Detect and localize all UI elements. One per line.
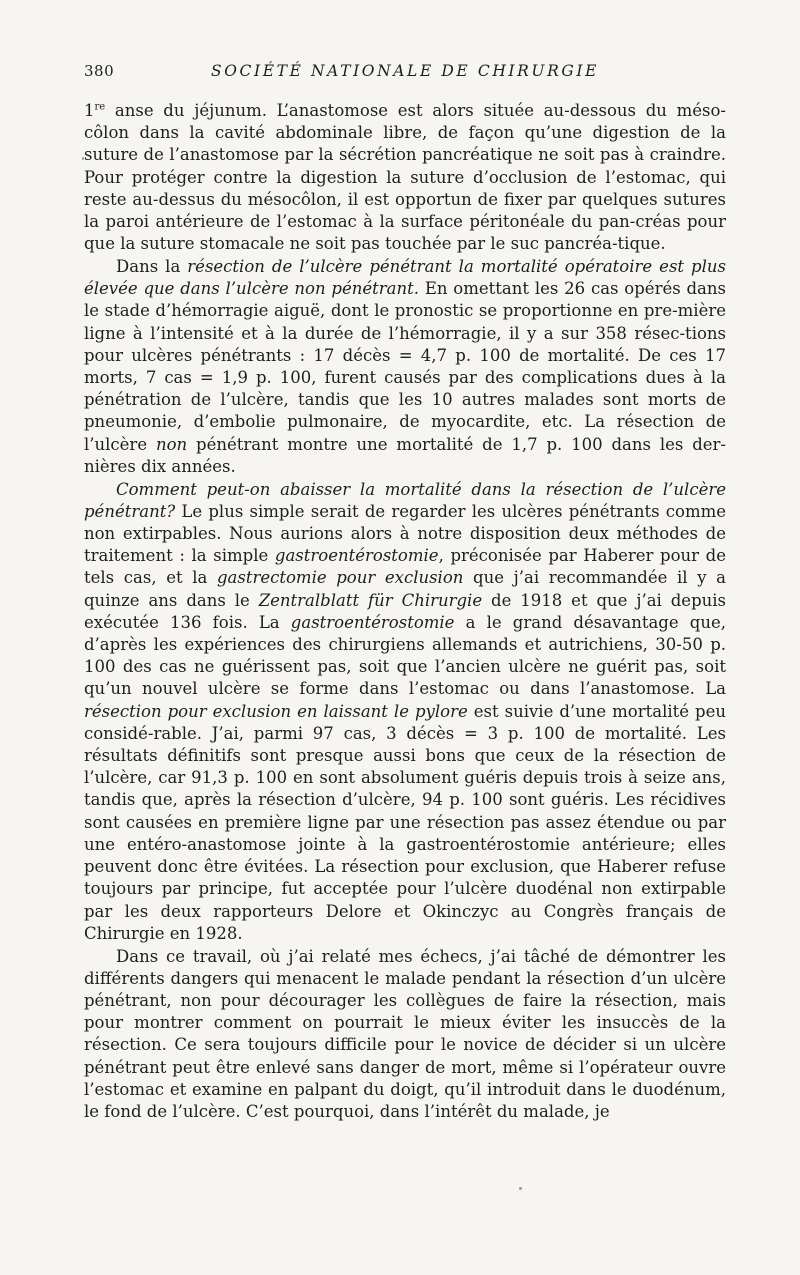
- text-run: est suivie d’une mortalité peu considé-rable. J’ai, parmi 97 cas, 3 décès = 3 p. 100 de mortalité. Les résultats définitifs sont presque aussi bons que ceux de la résection de l’ulcère, car 91,3 p. 100 en sont absolument guéris depuis trois à seize ans, tandis que, après la résection d’ulcère, 94 p. 100 sont guéris. Les récidives sont causées en première ligne par une résection pas assez étendue ou par une entéro-anastomose jointe à la gastroentérostomie antérieure; elles peuvent donc être évitées. La résection pour exclusion, que Haberer refuse toujours par principe, fut acceptée pour l’ulcère duodénal non extirpable par les deux rapporteurs Delore et Okinczyc au Congrès français de Chirurgie en 1928.: [84, 701, 726, 943]
- italic-text: résection pour exclusion en laissant le pylore: [84, 701, 468, 721]
- italic-text: gastroentérostomie: [274, 546, 439, 566]
- italic-text: Zentralblatt für Chirurgie: [258, 590, 483, 610]
- text-run: 1: [84, 101, 95, 120]
- text-run: anse du jéjunum. L’anastomose est alors située au-dessous du méso-côlon dans la cavité abdominale libre, de façon qu’une digestion de la suture de l’anastomose par la sécrétion pancréatique ne soit pas à craindre. Pour protéger contre la digestion la suture d’occlusion de l’estomac, qui reste au-dessus du mésocôlon, il est opportun de fixer par quelques sutures la paroi antérieure de l’estomac à la surface péritonéale du pan-créas pour que la suture stomacale ne soit pas touchée par le suc pancréa-tique.: [84, 101, 726, 254]
- text-run: de 1918 et que j’ai depuis exécutée 136 fois. La: [84, 590, 727, 632]
- text-run: Le plus simple serait de regarder les ulcères pénétrants comme non extirpables. Nous aurions alors à notre disposition deux méthodes de traitement : la simple: [84, 501, 726, 566]
- italic-text: non: [155, 434, 188, 454]
- paragraph: [84, 100, 726, 255]
- page-header: [84, 62, 726, 88]
- text-run: que j’ai recommandée il y a quinze ans dans le: [84, 568, 726, 610]
- paragraph: [84, 256, 726, 478]
- superscript: re: [94, 101, 106, 113]
- text-run: , préconisée par Haberer pour de tels cas, et la: [84, 546, 726, 588]
- page-number: 380: [84, 62, 115, 80]
- text-run: Dans ce travail, où j’ai relaté mes échecs, j’ai tâché de démontrer les différents dangers qui menacent le malade pendant la résection d’un ulcère pénétrant, non pour décourager les collègues de faire la résection, mais pour montrer comment on pourrait le mieux éviter les insuccès de la résection. Ce sera toujours difficile pour le novice de décider si un ulcère pénétrant peut être enlevé sans danger de mort, même si l’opérateur ouvre l’estomac et examine en palpant du doigt, qu’il introduit dans le duodénum, le fond de l’ulcère. C’est pourquoi, dans l’intérêt du malade, je: [84, 946, 726, 1121]
- italic-text: gastroentérostomie: [290, 612, 455, 632]
- text-run: En omettant les 26 cas opérés dans le stade d’hémorragie aiguë, dont le pronostic se proportionne en pre-mière ligne à l’intensité et à la durée de l’hémorragie, il y a sur 358 résec-tions pour ulcères pénétrants : 17 décès = 4,7 p. 100 de mortalité. De ces 17 morts, 7 cas = 1,9 p. 100, furent causés par des complications dues à la pénétration de l’ulcère, tandis que les 10 autres malades sont morts de pneumonie, d’embolie pulmonaire, de myocardite, etc. La résection de l’ulcère: [84, 279, 726, 454]
- paper-speck: [82, 157, 84, 160]
- text-run: Dans la: [116, 257, 188, 277]
- body-text: [84, 100, 726, 1123]
- text-run: pénétrant montre une mortalité de 1,7 p. 100 dans les der-nières dix années.: [84, 434, 726, 476]
- paper-speck: [519, 1187, 522, 1190]
- paragraph: [84, 946, 726, 1124]
- italic-text: résection de l’ulcère pénétrant la mortalité opératoire est plus élevée que dans l’ulcère non pénétrant.: [84, 257, 726, 299]
- paragraph: [84, 479, 726, 945]
- text-run: a le grand désavantage que, d’après les expériences des chirurgiens allemands et autrichiens, 30-50 p. 100 des cas ne guérissent pas, soit que l’ancien ulcère ne guérit pas, soit qu’un nouvel ulcère se forme dans l’estomac ou dans l’anastomose. La: [84, 612, 726, 699]
- italic-text: Comment peut-on abaisser la mortalité dans la résection de l’ulcère pénétrant?: [84, 479, 726, 521]
- running-head: SOCIÉTÉ NATIONALE DE CHIRURGIE: [211, 62, 599, 80]
- italic-text: gastrectomie pour exclusion: [216, 568, 464, 588]
